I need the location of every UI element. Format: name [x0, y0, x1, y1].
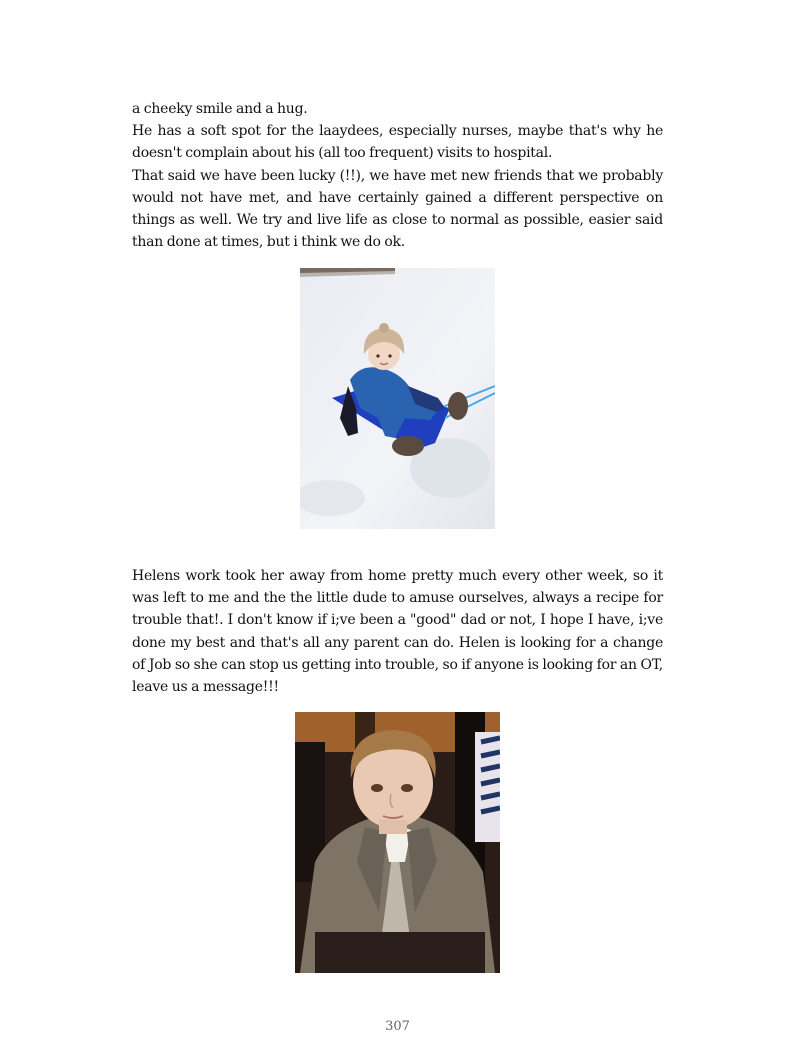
photo-child-on-sled [300, 268, 495, 529]
paragraph: He has a soft spot for the laaydees, especially nurses, maybe that's why he doesn't complain about his (all too frequent) visits to hospital. [132, 123, 663, 162]
paragraph: a cheeky smile and a hug. [132, 101, 308, 117]
photo-boy-portrait [295, 712, 500, 973]
paragraph: Helens work took her away from home pretty much every other week, so it was left to me and the the little dude to amuse ourselves, always a recipe for trouble that!. I don't know if i;ve been a "good" dad or not, I hope I have, i;ve done my best and that's all any parent can do. Helen is looking for a change of Job so she can stop us getting into trouble, so if anyone is looking for an OT, leave us a message!!! [132, 568, 663, 696]
text-block-top [132, 98, 663, 253]
paragraph: That said we have been lucky (!!), we have met new friends that we probably would not have met, and have certainly gained a different perspective on things as well. We try and live life as close to normal as possible, easier said than done at times, but i think we do ok. [132, 167, 663, 251]
page-number: 307 [385, 1019, 410, 1034]
text-block-bottom [132, 565, 663, 698]
